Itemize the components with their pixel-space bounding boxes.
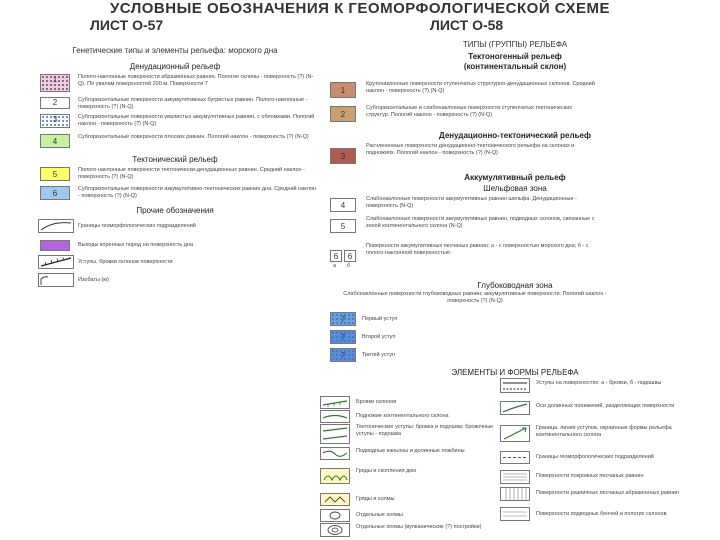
right-swatch-4: 4 (330, 198, 356, 212)
right-section-tectonogenic: Тектоногенный рельеф (468, 52, 562, 61)
edge-icon (320, 396, 350, 409)
foot-of-slope-icon (320, 410, 350, 423)
legend-text-1: Полого-наклонные поверхности абразионных равнин. Пологие склоны - поверхность (?) (N-Q). По увалам поверхностей 200 м. Поверхности 7 (78, 74, 314, 87)
right-swatch-6a-sub: а (333, 263, 337, 269)
right-text-7a: Первый уступ (362, 316, 398, 322)
legend-swatch-1: 1 (40, 74, 70, 92)
scarp-line-boundary-icon (500, 425, 530, 442)
right-text-3: Расчлененные поверхности денудационно-тектонического рельефа на склонах и подножиях. Пологий наклон - поверхность (?) (N-Q) (366, 143, 575, 156)
legend-title: УСЛОВНЫЕ ОБОЗНАЧЕНИЯ К ГЕОМОРФОЛОГИЧЕСКОЙ СХЕМЕ (109, 0, 611, 17)
left-section-denudation: Денудационный рельеф (129, 62, 221, 71)
element2-text-6: Поверхности различных песчаных абразионных равнин (536, 490, 679, 496)
right-section-accumulative: Аккумулятивный рельеф (464, 173, 566, 182)
legend-swatch-3: 3 (40, 114, 70, 128)
element-text-5: Гряды и скопления дюн (356, 468, 417, 474)
legend-text-5: Полого-наклонные поверхности тектонически-денудационных равнин. Средний наклон - поверхность (?) (N-Q) (78, 167, 305, 180)
abrasion-plain-icon (500, 487, 530, 501)
legend-swatch-2: 2 (40, 97, 70, 109)
legend-text-3: Субгоризонтальные поверхности увалистых аккумулятивных равнин, с обломками. Пологий наклон - поверхность (?) (N-Q) (78, 114, 315, 127)
element2-text-2: Оси долинных понижений, разделяющих поверхности (536, 403, 675, 409)
right-swatch-6b: 6 (344, 250, 356, 262)
tectonic-scarp-icon (320, 424, 350, 444)
left-section-other: Прочие обозначения (136, 206, 214, 215)
element2-text-1: Уступы на поверхностях: а - бровки, б - подошвы (536, 380, 662, 386)
canyon-icon (320, 447, 350, 460)
boundary-line-icon (38, 219, 74, 233)
scarp-line-icon (38, 255, 74, 269)
elements-heading: ЭЛЕМЕНТЫ И ФОРМЫ РЕЛЬЕФА (451, 368, 579, 377)
legend-swatch-5: 5 (40, 167, 70, 181)
right-section-tectonogenic-sub: (континентальный склон) (463, 62, 567, 71)
right-text-2: Субгоризонтальные и слабонаклонные поверхности ступенчатых тектонических структур. Пологий наклон - поверхность (?) (N-Q) (366, 105, 572, 118)
right-swatch-6a: 6 (330, 250, 342, 262)
right-swatch-6b-sub: б (347, 263, 351, 269)
element-text-3: Тектонические уступы: бровка и подошва; бровочные уступы - подошва (356, 424, 494, 437)
right-swatch-2: 2 (330, 106, 356, 122)
element-text-7: Отдельные холмы (356, 512, 403, 518)
right-swatch-3: 3 (330, 148, 356, 164)
bench-icon (500, 507, 530, 521)
volcanic-hill-icon (320, 523, 350, 537)
right-deepwater-text: Слабонаклонные поверхности глубоководных равнин; аккумулятивные поверхности. Пологий наклон - поверхность (?) (N-Q) (343, 291, 607, 304)
other-text-4: Изобаты (м) (78, 277, 109, 283)
element2-text-7: Поверхности подводных бенчей и пологих склонов (536, 511, 667, 517)
legend-text-6: Субгоризонтальные поверхности аккумулятивно-тектонических равнин дна. Средний наклон - поверхность (?) (N-Q) (78, 186, 317, 199)
legend-text-2: Субгоризонтальные поверхности аккумулятивных бугристых равнин. Полого-наклонные - поверхность (?) (N-Q) (78, 97, 308, 110)
other-text-2: Выходы коренных пород на поверхность дна (78, 242, 194, 248)
right-swatch-7c: 7 (330, 348, 356, 362)
right-text-5: Слабонаклонные поверхности аккумулятивных равнин, подводных склонов, связанные с зоной континентального склона (N-Q) (366, 216, 595, 229)
element-text-1: Бровки склонов (356, 399, 397, 405)
right-section-deepwater: Глубоководная зона (477, 281, 553, 290)
valley-axis-icon (500, 401, 530, 415)
right-text-7c: Третий уступ (362, 352, 395, 358)
right-text-6: Поверхности аккумулятивных песчаных равнин: а - с поверхностью морского дна; б - с полого-наклонной поверхностью (366, 243, 589, 256)
right-swatch-1: 1 (330, 82, 356, 98)
legend-text-4: Субгоризонтальные поверхности плоских равнин. Пологий наклон - поверхность (?) (N-Q) (78, 134, 309, 140)
bedrock-outcrop-swatch (40, 240, 70, 251)
element-text-6: Гряды и холмы (356, 496, 395, 502)
element-text-4: Подводные каньоны и долинные ложбины (356, 448, 465, 454)
other-text-1: Границы геоморфологических подразделений (78, 223, 196, 229)
left-heading: Генетические типы и элементы рельефа: морского дна (72, 46, 278, 55)
isobath-icon (38, 273, 74, 287)
element-text-8: Отдельные холмы (вулканические (?) постройки) (356, 524, 482, 530)
sand-plain-icon (500, 470, 530, 484)
right-text-7b: Второй уступ (362, 334, 396, 340)
right-swatch-7a: 7 (330, 312, 356, 326)
element2-text-3: Граница, линия уступов, окраинные формы рельефа континентального склона (536, 425, 672, 438)
right-swatch-7b: 7 (330, 330, 356, 344)
surface-scarp-icon (500, 378, 530, 393)
right-section-denud-tectonic: Денудационно-тектонический рельеф (439, 131, 591, 140)
element2-text-4: Границы геоморфологических подразделений (536, 454, 654, 460)
ridge-hill-icon (320, 493, 350, 506)
legend-swatch-6: 6 (40, 186, 70, 200)
single-hill-icon (320, 509, 350, 522)
right-heading: ТИПЫ (ГРУППЫ) РЕЛЬЕФА (462, 40, 568, 49)
element2-text-5: Поверхности покровных песчаных равнин (536, 473, 644, 479)
element-text-2: Подножие континентального склона (356, 413, 449, 419)
right-section-shelf: Шельфовая зона (483, 184, 547, 193)
left-section-tectonic: Тектонический рельеф (132, 155, 218, 164)
legend-swatch-4: 4 (40, 134, 70, 148)
sheet-label-right: ЛИСТ О-58 (430, 17, 504, 33)
right-text-4: Слабонаклонные поверхности аккумулятивных равнин шельфа. Денудационные - поверхность (N-Q) (366, 196, 577, 209)
right-text-1: Крутонаклонные поверхности ступенчатых структурно-денудационных склонов. Средний наклон - поверхность (?) (N-Q) (366, 81, 595, 94)
other-text-3: Уступы, бровки склонов поверхности (78, 259, 173, 265)
right-swatch-5: 5 (330, 219, 356, 233)
sheet-label-left: ЛИСТ О-57 (90, 17, 164, 33)
geomorph-boundary-icon (500, 451, 530, 464)
dune-ridge-icon (320, 468, 350, 484)
